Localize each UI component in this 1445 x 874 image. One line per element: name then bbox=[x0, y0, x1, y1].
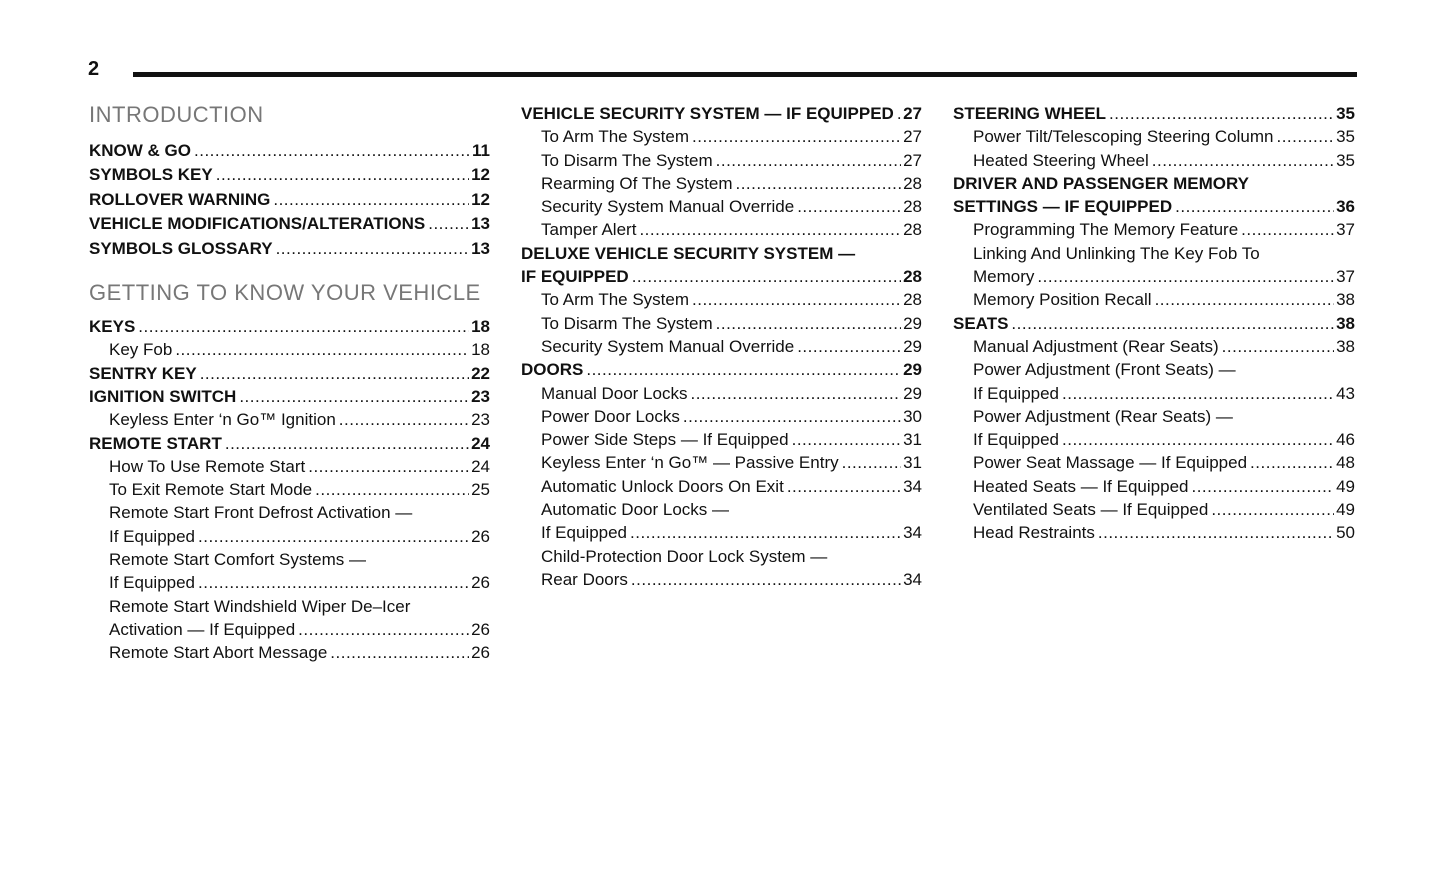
toc-entry[interactable] bbox=[521, 125, 922, 148]
toc-entry-row bbox=[109, 525, 490, 548]
dot-leader bbox=[315, 478, 469, 501]
toc-entry-label: If Equipped bbox=[109, 526, 196, 546]
dot-leader bbox=[273, 188, 469, 212]
toc-entry[interactable] bbox=[89, 548, 490, 595]
toc-entry-row bbox=[521, 358, 922, 381]
toc-entry-label: REMOTE START bbox=[89, 433, 222, 453]
toc-entry-page: 34 bbox=[903, 476, 922, 496]
toc-entry-page: 35 bbox=[1336, 150, 1355, 170]
dot-leader bbox=[1037, 265, 1334, 288]
toc-entry[interactable] bbox=[953, 242, 1355, 289]
toc-entry-label: VEHICLE SECURITY SYSTEM — IF EQUIPPED bbox=[521, 104, 894, 123]
dot-leader bbox=[692, 288, 901, 311]
toc-entry-row bbox=[973, 521, 1355, 544]
toc-entry-row bbox=[89, 212, 490, 236]
toc-entry-label: Keyless Enter ‘n Go™ Ignition bbox=[109, 410, 336, 430]
dot-leader bbox=[639, 218, 901, 241]
toc-entry-label: If Equipped bbox=[109, 573, 196, 593]
toc-entry-label: If Equipped bbox=[973, 383, 1060, 403]
toc-entry[interactable] bbox=[89, 432, 490, 455]
toc-entry-row bbox=[89, 163, 490, 187]
toc-entry-label: Programming The Memory Feature bbox=[973, 220, 1239, 240]
toc-entry-page: 28 bbox=[903, 220, 922, 240]
toc-entry-row bbox=[541, 312, 922, 335]
toc-entry-page: 46 bbox=[1336, 430, 1355, 450]
dot-leader bbox=[194, 139, 470, 163]
toc-entry[interactable] bbox=[89, 501, 490, 548]
toc-entry-page: 49 bbox=[1336, 476, 1355, 496]
toc-entry[interactable] bbox=[953, 218, 1355, 241]
dot-leader bbox=[797, 335, 901, 358]
dot-leader bbox=[239, 385, 469, 408]
toc-entry-row bbox=[89, 362, 490, 385]
dot-leader bbox=[298, 618, 469, 641]
toc-entry-label: KEYS bbox=[89, 317, 136, 337]
toc-entry-row bbox=[541, 149, 922, 172]
toc-entry-label: STEERING WHEEL bbox=[953, 104, 1107, 123]
toc-entry[interactable] bbox=[953, 172, 1355, 219]
toc-entry-row bbox=[973, 149, 1355, 172]
toc-entry-label: KNOW & GO bbox=[89, 141, 191, 160]
toc-entry-row bbox=[973, 288, 1355, 311]
toc-entry-page: 38 bbox=[1336, 336, 1355, 356]
toc-entry[interactable] bbox=[89, 212, 490, 236]
toc-entry[interactable] bbox=[89, 595, 490, 642]
toc-entry-page: 26 bbox=[471, 619, 490, 639]
toc-entry-page: 24 bbox=[471, 433, 490, 453]
toc-entry-label: Remote Start Abort Message bbox=[109, 643, 328, 663]
toc-entry-label-line: Remote Start Front Defrost Activation — bbox=[109, 503, 413, 523]
dot-leader bbox=[716, 149, 901, 172]
dot-leader bbox=[198, 571, 469, 594]
toc-entry-row bbox=[541, 405, 922, 428]
dot-leader bbox=[842, 451, 901, 474]
toc-entry[interactable] bbox=[521, 195, 922, 218]
toc-entry[interactable] bbox=[521, 335, 922, 358]
toc-entry-label: To Disarm The System bbox=[541, 313, 713, 333]
toc-entry-label: DOORS bbox=[521, 360, 584, 380]
toc-entry[interactable] bbox=[521, 545, 922, 592]
toc-entry-label: IGNITION SWITCH bbox=[89, 386, 237, 406]
dot-leader bbox=[1155, 288, 1335, 311]
toc-entry-row bbox=[109, 641, 490, 664]
toc-entry-page: 37 bbox=[1336, 267, 1355, 287]
toc-entry[interactable] bbox=[953, 405, 1355, 452]
toc-entry[interactable] bbox=[521, 242, 922, 289]
toc-entry-label-line: Power Adjustment (Rear Seats) — bbox=[973, 406, 1233, 426]
toc-entry[interactable] bbox=[89, 139, 490, 163]
toc-entry-page: 36 bbox=[1336, 197, 1355, 217]
toc-entry-label: How To Use Remote Start bbox=[109, 456, 306, 476]
toc-entry-page: 13 bbox=[471, 238, 490, 258]
toc-entry[interactable] bbox=[89, 641, 490, 664]
dot-leader bbox=[330, 641, 469, 664]
toc-entry-page: 29 bbox=[903, 383, 922, 403]
toc-entry-label: Rearming Of The System bbox=[541, 173, 733, 193]
dot-leader bbox=[1211, 498, 1334, 521]
toc-entry[interactable] bbox=[521, 428, 922, 451]
toc-entry-page: 27 bbox=[903, 127, 922, 147]
toc-entry-row bbox=[973, 498, 1355, 521]
dot-leader bbox=[225, 432, 469, 455]
toc-entry-row bbox=[521, 265, 922, 288]
toc-entry-row bbox=[89, 315, 490, 338]
toc-entry-label: Automatic Unlock Doors On Exit bbox=[541, 476, 784, 496]
toc-entry[interactable] bbox=[521, 218, 922, 241]
toc-entry-label: Heated Steering Wheel bbox=[973, 150, 1149, 170]
dot-leader bbox=[797, 195, 901, 218]
toc-entry-label: SYMBOLS KEY bbox=[89, 165, 213, 185]
toc-entry-page: 26 bbox=[471, 526, 490, 546]
toc-entry-row bbox=[541, 451, 922, 474]
toc-entry-label: Power Tilt/Telescoping Steering Column bbox=[973, 127, 1274, 147]
toc-list bbox=[953, 102, 1355, 545]
toc-entry-page: 50 bbox=[1336, 523, 1355, 543]
toc-entry-row bbox=[89, 139, 490, 163]
toc-entry-page: 38 bbox=[1336, 290, 1355, 310]
toc-entry-label: Head Restraints bbox=[973, 523, 1095, 543]
toc-entry-label: IF EQUIPPED bbox=[521, 267, 629, 287]
toc-entry-page: 12 bbox=[471, 189, 490, 209]
dot-leader bbox=[690, 382, 901, 405]
toc-entry-page: 31 bbox=[903, 453, 922, 473]
dot-leader bbox=[1098, 521, 1334, 544]
section-title-introduction: INTRODUCTION bbox=[89, 102, 264, 127]
toc-entry-row bbox=[521, 102, 922, 125]
toc-entry-label: Power Seat Massage — If Equipped bbox=[973, 453, 1248, 473]
toc-entry[interactable] bbox=[521, 312, 922, 335]
dot-leader bbox=[276, 237, 470, 261]
toc-entry-row bbox=[109, 408, 490, 431]
toc-entry-page: 26 bbox=[471, 573, 490, 593]
toc-entry[interactable] bbox=[953, 125, 1355, 148]
toc-entry-label-line: Linking And Unlinking The Key Fob To bbox=[973, 243, 1260, 263]
toc-entry-label: If Equipped bbox=[541, 523, 628, 543]
toc-entry-label-line: DRIVER AND PASSENGER MEMORY bbox=[953, 173, 1249, 193]
toc-entry[interactable] bbox=[89, 362, 490, 385]
toc-entry[interactable] bbox=[89, 338, 490, 361]
toc-entry[interactable] bbox=[953, 288, 1355, 311]
dot-leader bbox=[787, 475, 901, 498]
toc-entry[interactable] bbox=[521, 405, 922, 428]
toc-entry[interactable] bbox=[953, 498, 1355, 521]
dot-leader bbox=[1152, 149, 1334, 172]
toc-entry-row bbox=[973, 125, 1355, 148]
dot-leader bbox=[630, 521, 901, 544]
toc-entry-row bbox=[109, 478, 490, 501]
dot-leader bbox=[1276, 125, 1334, 148]
toc-entry-page: 28 bbox=[903, 267, 922, 287]
dot-leader bbox=[308, 455, 469, 478]
dot-leader bbox=[138, 315, 469, 338]
toc-entry-page: 27 bbox=[903, 104, 922, 123]
toc-entry-row bbox=[89, 432, 490, 455]
toc-entry[interactable] bbox=[89, 455, 490, 478]
toc-entry-page: 34 bbox=[903, 569, 922, 589]
dot-leader bbox=[1062, 382, 1334, 405]
toc-entry-row bbox=[953, 195, 1355, 218]
toc-entry-row bbox=[973, 335, 1355, 358]
dot-leader bbox=[1011, 312, 1334, 335]
dot-leader bbox=[1250, 451, 1334, 474]
toc-entry-label: To Arm The System bbox=[541, 290, 690, 310]
toc-entry-label-line: DELUXE VEHICLE SECURITY SYSTEM — bbox=[521, 243, 856, 263]
toc-entry-row bbox=[109, 618, 490, 641]
toc-entry-row bbox=[541, 475, 922, 498]
toc-entry-label: Memory bbox=[973, 267, 1035, 287]
toc-entry-page: 22 bbox=[471, 363, 490, 383]
toc-entry-row bbox=[973, 428, 1355, 451]
toc-list bbox=[89, 315, 490, 664]
toc-entry-page: 43 bbox=[1336, 383, 1355, 403]
toc-entry-row bbox=[109, 455, 490, 478]
toc-entry-label: Power Door Locks bbox=[541, 406, 680, 426]
toc-column-2 bbox=[521, 102, 922, 591]
toc-entry-page: 29 bbox=[903, 313, 922, 333]
toc-entry-label: SETTINGS — IF EQUIPPED bbox=[953, 197, 1173, 217]
toc-entry-row bbox=[973, 265, 1355, 288]
toc-entry[interactable] bbox=[953, 102, 1355, 125]
toc-entry[interactable] bbox=[89, 163, 490, 187]
toc-entry-page: 11 bbox=[472, 141, 490, 160]
toc-entry[interactable] bbox=[521, 382, 922, 405]
toc-entry[interactable] bbox=[521, 102, 922, 125]
dot-leader bbox=[200, 362, 469, 385]
toc-entry-row bbox=[953, 312, 1355, 335]
dot-leader bbox=[198, 525, 469, 548]
toc-entry-page: 26 bbox=[471, 643, 490, 663]
toc-entry-row bbox=[541, 172, 922, 195]
dot-leader bbox=[716, 312, 901, 335]
toc-entry-label: Tamper Alert bbox=[541, 220, 637, 240]
toc-entry-row bbox=[541, 382, 922, 405]
toc-entry-page: 13 bbox=[471, 214, 490, 234]
toc-entry-label-line: Child-Protection Door Lock System — bbox=[541, 546, 828, 566]
toc-entry-label: Manual Door Locks bbox=[541, 383, 688, 403]
toc-entry-page: 23 bbox=[471, 386, 490, 406]
toc-entry-label: SEATS bbox=[953, 313, 1009, 333]
toc-entry-label: To Exit Remote Start Mode bbox=[109, 480, 313, 500]
toc-entry[interactable] bbox=[521, 358, 922, 381]
dot-leader bbox=[632, 265, 901, 288]
toc-entry-row bbox=[89, 385, 490, 408]
toc-entry[interactable] bbox=[521, 149, 922, 172]
toc-entry[interactable] bbox=[953, 451, 1355, 474]
toc-entry-page: 29 bbox=[903, 336, 922, 356]
toc-entry-page: 23 bbox=[471, 410, 490, 430]
dot-leader bbox=[1109, 102, 1334, 125]
toc-entry-page: 24 bbox=[471, 456, 490, 476]
toc-entry-row bbox=[541, 568, 922, 591]
toc-entry-row bbox=[973, 382, 1355, 405]
toc-entry-page: 18 bbox=[471, 340, 490, 360]
toc-entry[interactable] bbox=[521, 172, 922, 195]
toc-entry-label: Power Side Steps — If Equipped bbox=[541, 430, 789, 450]
toc-entry-page: 35 bbox=[1336, 104, 1355, 123]
toc-entry[interactable] bbox=[521, 475, 922, 498]
toc-entry[interactable] bbox=[953, 149, 1355, 172]
header-rule bbox=[133, 72, 1357, 77]
toc-entry-page: 48 bbox=[1336, 453, 1355, 473]
dot-leader bbox=[1241, 218, 1334, 241]
toc-entry[interactable] bbox=[953, 312, 1355, 335]
toc-entry-label: Manual Adjustment (Rear Seats) bbox=[973, 336, 1219, 356]
toc-entry-row bbox=[541, 288, 922, 311]
toc-column-3 bbox=[953, 102, 1355, 545]
toc-entry-row bbox=[109, 338, 490, 361]
toc-entry-label: To Disarm The System bbox=[541, 150, 713, 170]
toc-entry[interactable] bbox=[521, 288, 922, 311]
toc-entry[interactable] bbox=[89, 478, 490, 501]
toc-entry[interactable] bbox=[89, 237, 490, 261]
toc-entry-page: 31 bbox=[903, 430, 922, 450]
toc-entry-page: 28 bbox=[903, 197, 922, 217]
toc-entry-row bbox=[541, 218, 922, 241]
dot-leader bbox=[1062, 428, 1334, 451]
toc-entry-page: 35 bbox=[1336, 127, 1355, 147]
toc-entry-label-line: Remote Start Windshield Wiper De–Icer bbox=[109, 596, 411, 616]
toc-entry-row bbox=[541, 428, 922, 451]
toc-entry-page: 30 bbox=[903, 406, 922, 426]
dot-leader bbox=[586, 358, 901, 381]
toc-entry-label-line: Automatic Door Locks — bbox=[541, 500, 730, 520]
dot-leader bbox=[428, 212, 469, 236]
toc-entry-page: 38 bbox=[1336, 313, 1355, 333]
toc-entry-label: Heated Seats — If Equipped bbox=[973, 476, 1189, 496]
toc-entry-page: 25 bbox=[471, 480, 490, 500]
toc-entry-label: SYMBOLS GLOSSARY bbox=[89, 238, 273, 258]
dot-leader bbox=[216, 163, 469, 187]
toc-entry-label: Security System Manual Override bbox=[541, 336, 795, 356]
dot-leader bbox=[1222, 335, 1334, 358]
toc-entry[interactable] bbox=[89, 188, 490, 212]
toc-entry-label: SENTRY KEY bbox=[89, 363, 197, 383]
toc-entry-row bbox=[541, 125, 922, 148]
dot-leader bbox=[1191, 475, 1334, 498]
toc-entry[interactable] bbox=[521, 498, 922, 545]
toc-entry-page: 29 bbox=[903, 360, 922, 380]
toc-entry-label-line: Remote Start Comfort Systems — bbox=[109, 550, 366, 569]
toc-entry-page: 37 bbox=[1336, 220, 1355, 240]
toc-entry-page: 34 bbox=[903, 523, 922, 543]
toc-entry-page: 28 bbox=[903, 290, 922, 310]
toc-entry-page: 27 bbox=[903, 150, 922, 170]
toc-entry-row bbox=[541, 335, 922, 358]
toc-entry-label: If Equipped bbox=[973, 430, 1060, 450]
toc-entry-row bbox=[973, 475, 1355, 498]
dot-leader bbox=[631, 568, 901, 591]
dot-leader bbox=[692, 125, 901, 148]
toc-entry-row bbox=[953, 102, 1355, 125]
toc-entry-page: 49 bbox=[1336, 500, 1355, 520]
toc-entry[interactable] bbox=[89, 408, 490, 431]
toc-entry-row bbox=[89, 237, 490, 261]
toc-entry[interactable] bbox=[521, 451, 922, 474]
dot-leader bbox=[792, 428, 901, 451]
toc-entry-page: 12 bbox=[471, 165, 490, 185]
toc-entry[interactable] bbox=[953, 358, 1355, 405]
toc-entry-page: 18 bbox=[471, 317, 490, 337]
toc-entry-label: Rear Doors bbox=[541, 569, 628, 589]
toc-entry[interactable] bbox=[89, 315, 490, 338]
dot-leader bbox=[339, 408, 469, 431]
toc-entry[interactable] bbox=[89, 385, 490, 408]
toc-entry-row bbox=[541, 195, 922, 218]
toc-entry[interactable] bbox=[953, 475, 1355, 498]
toc-entry-label: Activation — If Equipped bbox=[109, 619, 296, 639]
dot-leader bbox=[1175, 195, 1334, 218]
page-number: 2 bbox=[88, 58, 100, 80]
toc-list bbox=[89, 139, 490, 261]
section-title-getting-to-know: GETTING TO KNOW YOUR VEHICLE bbox=[89, 280, 481, 306]
toc-column-1 bbox=[89, 102, 490, 664]
toc-entry-row bbox=[109, 571, 490, 594]
toc-entry-label: Ventilated Seats — If Equipped bbox=[973, 500, 1209, 520]
toc-entry[interactable] bbox=[953, 521, 1355, 544]
toc-list bbox=[521, 102, 922, 591]
dot-leader bbox=[683, 405, 901, 428]
toc-entry-label: Memory Position Recall bbox=[973, 290, 1152, 310]
toc-entry-page: 28 bbox=[903, 173, 922, 193]
toc-entry-label: To Arm The System bbox=[541, 127, 690, 147]
toc-entry-label: Key Fob bbox=[109, 340, 173, 360]
toc-entry[interactable] bbox=[953, 335, 1355, 358]
toc-entry-row bbox=[541, 521, 922, 544]
dot-leader bbox=[175, 338, 469, 361]
dot-leader bbox=[897, 102, 901, 125]
toc-entry-row bbox=[973, 218, 1355, 241]
toc-entry-label: VEHICLE MODIFICATIONS/ALTERATIONS bbox=[89, 214, 426, 234]
toc-entry-label-line: Power Adjustment (Front Seats) — bbox=[973, 360, 1236, 380]
toc-entry-row bbox=[89, 188, 490, 212]
toc-entry-label: Keyless Enter ‘n Go™ — Passive Entry bbox=[541, 453, 839, 473]
toc-entry-row bbox=[973, 451, 1355, 474]
toc-entry-label: ROLLOVER WARNING bbox=[89, 189, 271, 209]
dot-leader bbox=[735, 172, 901, 195]
toc-entry-label: Security System Manual Override bbox=[541, 197, 795, 217]
